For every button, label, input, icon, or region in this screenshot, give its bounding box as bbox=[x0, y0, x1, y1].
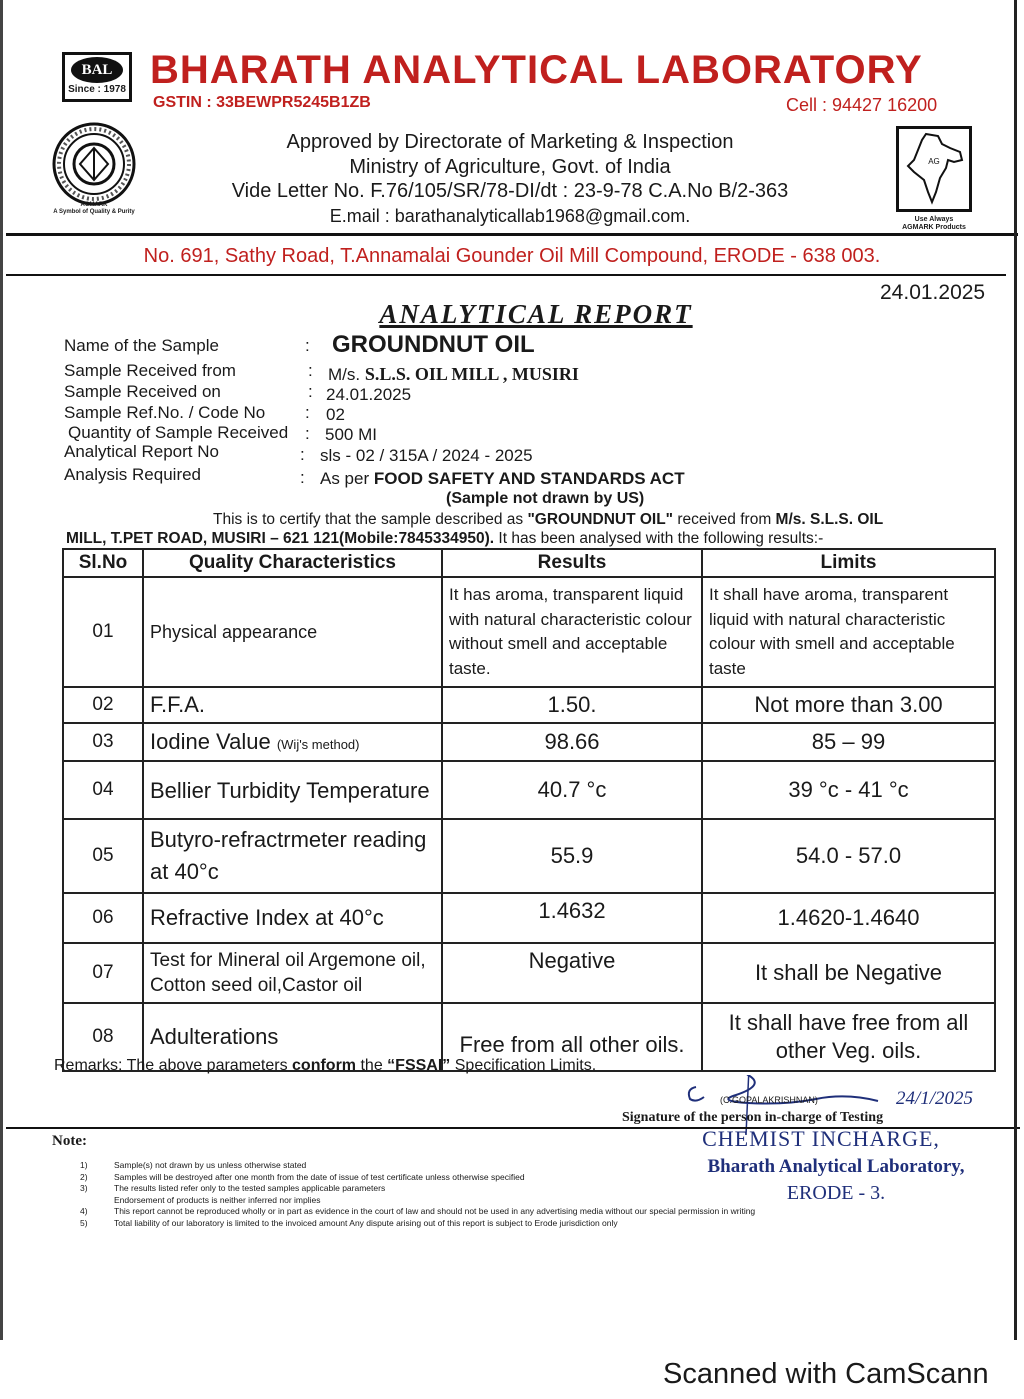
table-row: 07 Test for Mineral oil Argemone oil, Cotton seed oil,Castor oil Negative It shall be Negative bbox=[63, 943, 995, 1003]
table-row: 06 Refractive Index at 40°c 1.4632 1.4620-1.4640 bbox=[63, 893, 995, 943]
india-caption: Use Always AGMARK Products bbox=[902, 216, 966, 231]
address-divider bbox=[6, 274, 1006, 276]
results-table bbox=[62, 548, 996, 1072]
detail-label: Sample Ref.No. / Code No bbox=[64, 403, 266, 422]
table-row: 08 Adulterations Free from all other oils. It shall have free from all other Veg. oils. bbox=[63, 1003, 995, 1071]
report-no: sls - 02 / 315A / 2024 - 2025 bbox=[320, 446, 533, 465]
quantity: 500 MI bbox=[325, 425, 377, 444]
report-date: 24.01.2025 bbox=[880, 281, 986, 304]
note-item: 3) The results listed refer only to the tested samples applicable parameters bbox=[80, 1183, 386, 1194]
detail-label: Sample Received on bbox=[64, 382, 221, 401]
detail-label: Name of the Sample bbox=[64, 336, 219, 355]
lab-logo bbox=[62, 52, 132, 102]
table-row: 05 Butyro-refractrmeter reading at 40°c 55.9 54.0 - 57.0 bbox=[63, 819, 995, 893]
note-item: 1) Sample(s) not drawn by us unless otherwise stated bbox=[80, 1160, 307, 1170]
table-header bbox=[63, 549, 995, 577]
detail-label: Quantity of Sample Received bbox=[68, 423, 289, 442]
signature-caption: Signature of the person in-charge of Testing bbox=[622, 1110, 884, 1125]
signatory-name: (C.GOPALAKRISHNAN) bbox=[720, 1095, 818, 1105]
lab-logo-text: BAL bbox=[71, 57, 123, 83]
approval-line: Approved by Directorate of Marketing & Inspection bbox=[286, 131, 734, 153]
report-title: ANALYTICAL REPORT bbox=[379, 299, 693, 329]
table-row: 01 Physical appearance It has aroma, transparent liquid with natural characteristic colour without smell and acceptable taste. It shall have aroma, transparent liquid with natural characteristic colour with smell and acceptable taste bbox=[63, 577, 995, 687]
detail-sep: : bbox=[308, 382, 313, 401]
detail-sep: : bbox=[308, 361, 313, 380]
received-on: 24.01.2025 bbox=[326, 385, 412, 404]
detail-sep: : bbox=[305, 424, 310, 443]
gstin: GSTIN : 33BEWPR5245B1ZB bbox=[153, 94, 371, 111]
not-drawn-note: (Sample not drawn by US) bbox=[446, 490, 645, 507]
detail-sep: : bbox=[305, 336, 310, 355]
note-item: 2) Samples will be destroyed after one month from the date of issue of test certificate unless otherwise specified bbox=[80, 1171, 525, 1182]
detail-sep: : bbox=[300, 468, 305, 487]
col-header-limits: Limits bbox=[702, 549, 995, 577]
received-from: M/s. S.L.S. OIL MILL , MUSIRI bbox=[328, 364, 579, 384]
approval-email: E.mail : barathanalyticallab1968@gmail.com. bbox=[329, 205, 691, 226]
approval-line: Ministry of Agriculture, Govt. of India bbox=[349, 155, 671, 178]
page-edge-left bbox=[0, 0, 3, 1340]
certification-text: This is to certify that the sample described as "GROUNDNUT OIL" received from M/s. S.L.S. OIL MILL, T.PET ROAD, MUSIRI – 621 121(Mobile:7845334950). It has been analysed with the following results:- bbox=[66, 511, 884, 547]
lab-logo-since: Since : 1978 bbox=[68, 84, 126, 95]
remarks: Remarks: The above parameters conform the “FSSAI” Specification Limits. bbox=[54, 1057, 597, 1074]
approval-line: Vide Letter No. F.76/105/SR/78-DI/dt : 23-9-78 C.A.No B/2-363 bbox=[231, 180, 789, 202]
agmark-seal-icon bbox=[52, 122, 136, 206]
note-item: Endorsement of products is neither inferred nor implies bbox=[114, 1194, 321, 1205]
ref-no: 02 bbox=[326, 405, 345, 424]
detail-sep: : bbox=[300, 445, 305, 464]
col-header-results: Results bbox=[442, 549, 702, 577]
agmark-caption: AGMARK A Symbol of Quality & Purity bbox=[53, 202, 135, 215]
india-map-icon bbox=[896, 126, 972, 212]
header-divider bbox=[6, 233, 1018, 236]
approval-block bbox=[150, 130, 870, 228]
table-row: 04 Bellier Turbidity Temperature 40.7 °c 39 °c - 41 °c bbox=[63, 761, 995, 819]
address: No. 691, Sathy Road, T.Annamalai Gounder Oil Mill Compound, ERODE - 638 003. bbox=[143, 245, 881, 267]
table-row: 03 Iodine Value (Wij's method) 98.66 85 – 99 bbox=[63, 723, 995, 761]
svg-text:AG: AG bbox=[928, 157, 940, 166]
notes-list bbox=[80, 1160, 940, 1230]
scan-watermark: Scanned with CamScann bbox=[663, 1358, 989, 1390]
col-header-slno: Sl.No bbox=[63, 549, 143, 577]
sample-name: GROUNDNUT OIL bbox=[332, 331, 535, 358]
note-item: 5) Total liability of our laboratory is limited to the invoiced amount Any dispute arising out of this report is subject to Erode jurisdiction only bbox=[80, 1217, 618, 1228]
signature-date: 24/1/2025 bbox=[896, 1088, 974, 1109]
detail-label: Analytical Report No bbox=[64, 442, 219, 461]
col-header-quality: Quality Characteristics bbox=[143, 549, 442, 577]
note-item: 4) This report cannot be reproduced wholly or in part as evidence in the court of law and should not be used in any advertising media without our special permission in writing bbox=[80, 1206, 756, 1217]
table-row: 02 F.F.A. 1.50. Not more than 3.00 bbox=[63, 687, 995, 723]
note-title: Note: bbox=[52, 1133, 87, 1149]
detail-label: Analysis Required bbox=[64, 465, 202, 484]
chemist-stamp: CHEMIST INCHARGE, Bharath Analytical Laboratory, ERODE - 3. bbox=[702, 1126, 965, 1204]
detail-sep: : bbox=[305, 403, 310, 422]
detail-label: Sample Received from bbox=[64, 361, 236, 380]
lab-name: BHARATH ANALYTICAL LABORATORY bbox=[150, 48, 923, 92]
page-edge bbox=[1014, 0, 1017, 1340]
analysis-required: As per FOOD SAFETY AND STANDARDS ACT bbox=[320, 469, 685, 488]
cell-number: Cell : 94427 16200 bbox=[786, 95, 938, 115]
